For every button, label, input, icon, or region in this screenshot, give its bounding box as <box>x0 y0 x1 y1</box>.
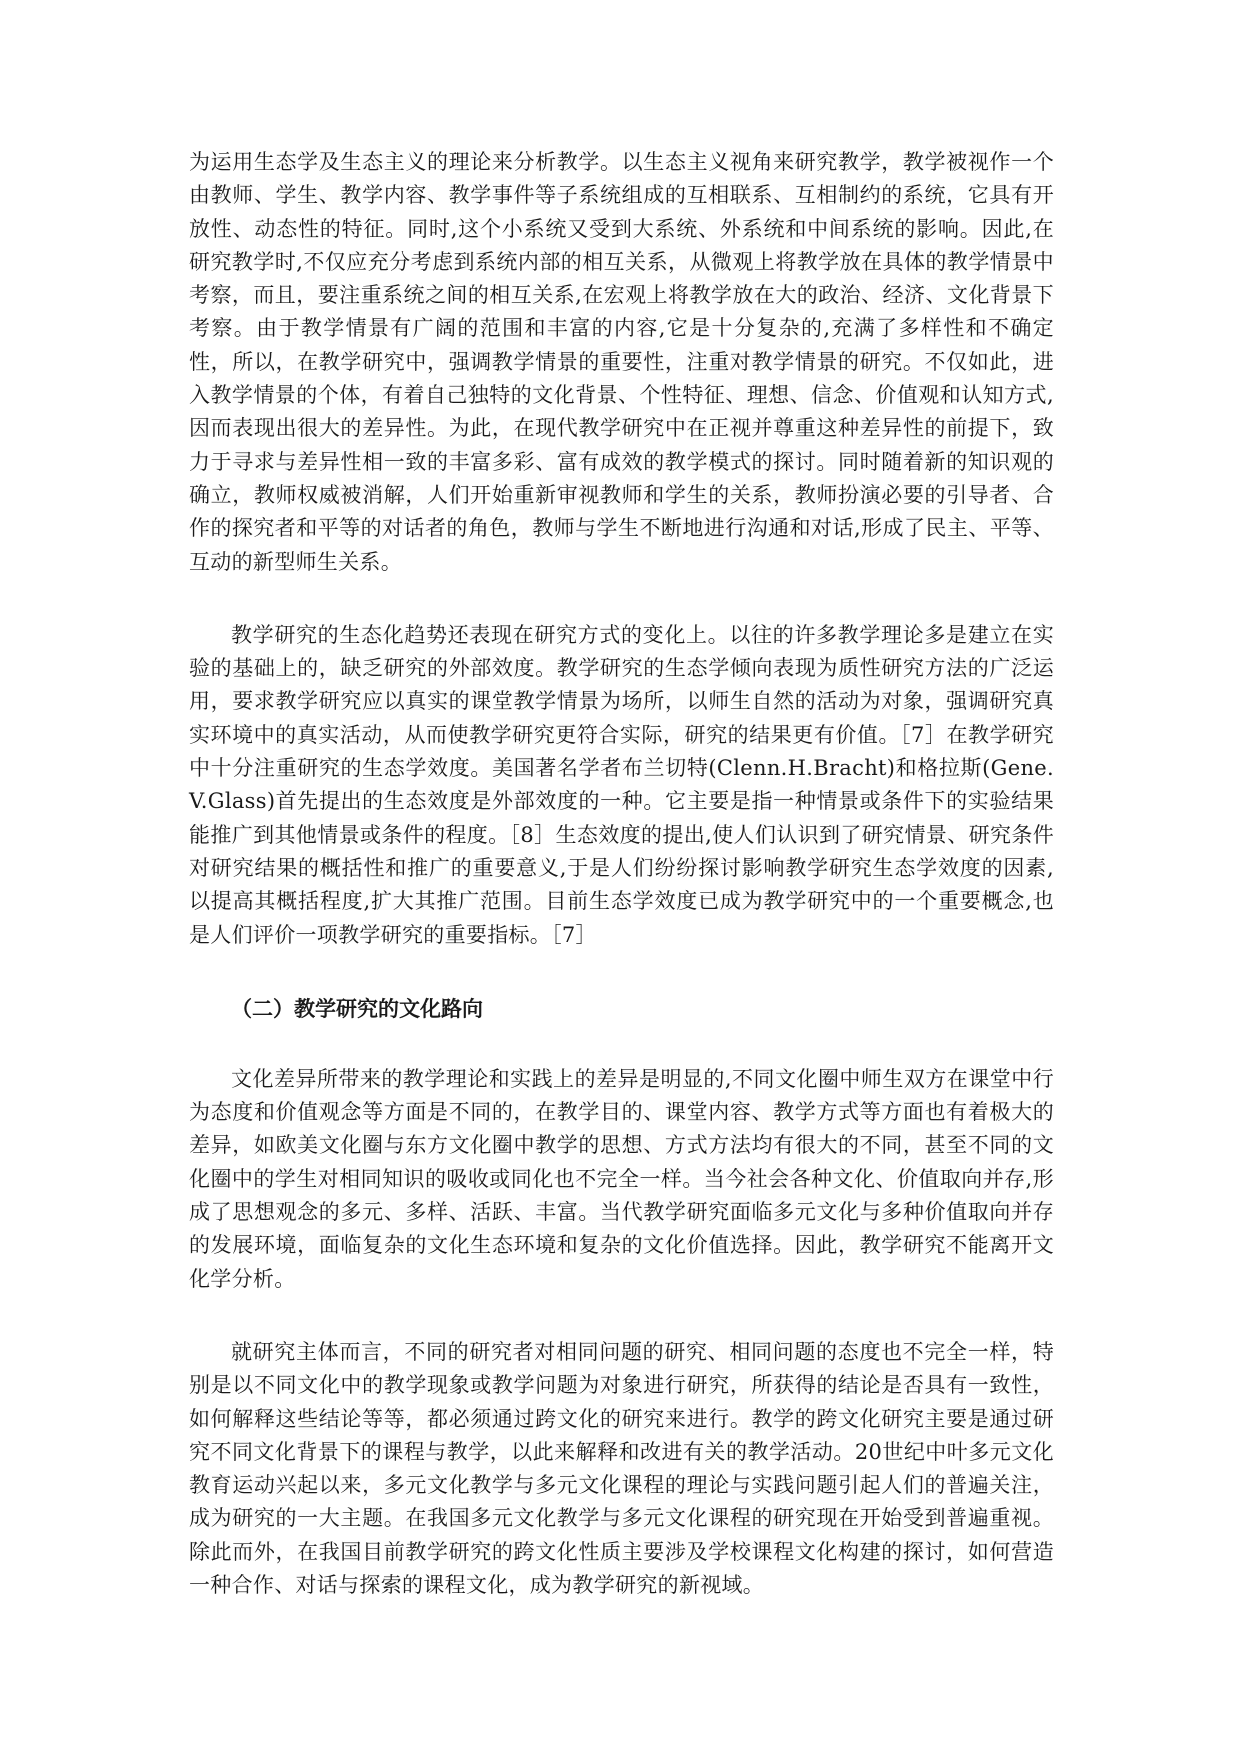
body-paragraph-1: 为运用生态学及生态主义的理论来分析教学。以生态主义视角来研究教学，教学被视作一个由教师、学生、教学内容、教学事件等子系统组成的互相联系、互相制约的系统，它具有开放性、动态性的特征。同时,这个小系统又受到大系统、外系统和中间系统的影响。因此,在研究教学时,不仅应充分考虑到系统内部的相互关系，从微观上将教学放在具体的教学情景中考察，而且，要注重系统之间的相互关系,在宏观上将教学放在大的政治、经济、文化背景下考察。由于教学情景有广阔的范围和丰富的内容,它是十分复杂的,充满了多样性和不确定性，所以，在教学研究中，强调教学情景的重要性，注重对教学情景的研究。不仅如此，进入教学情景的个体，有着自己独特的文化背景、个性特征、理想、信念、价值观和认知方式,因而表现出很大的差异性。为此，在现代教学研究中在正视并尊重这种差异性的前提下，致力于寻求与差异性相一致的丰富多彩、富有成效的教学模式的探讨。同时随着新的知识观的确立，教师权威被消解，人们开始重新审视教师和学生的关系，教师扮演必要的引导者、合作的探究者和平等的对话者的角色，教师与学生不断地进行沟通和对话,形成了民主、平等、互动的新型师生关系。 <box>189 150 1054 574</box>
body-paragraph-4: 就研究主体而言，不同的研究者对相同问题的研究、相同问题的态度也不完全一样，特别是以不同文化中的教学现象或教学问题为对象进行研究，所获得的结论是否具有一致性，如何解释这些结论等等，都必须通过跨文化的研究来进行。教学的跨文化研究主要是通过研究不同文化背景下的课程与教学，以此来解释和改进有关的教学活动。20世纪中叶多元文化教育运动兴起以来，多元文化教学与多元文化课程的理论与实践问题引起人们的普遍关注，成为研究的一大主题。在我国多元文化教学与多元文化课程的研究现在开始受到普遍重视。除此而外，在我国目前教学研究的跨文化性质主要涉及学校课程文化构建的探讨，如何营造一种合作、对话与探索的课程文化，成为教学研究的新视域。 <box>189 1339 1054 1597</box>
section-heading: （二）教学研究的文化路向 <box>231 995 483 1021</box>
body-paragraph-3: 文化差异所带来的教学理论和实践上的差异是明显的,不同文化圈中师生双方在课堂中行为态度和价值观念等方面是不同的，在教学目的、课堂内容、教学方式等方面也有着极大的差异，如欧美文化圈与东方文化圈中教学的思想、方式方法均有很大的不同，甚至不同的文化圈中的学生对相同知识的吸收或同化也不完全一样。当今社会各种文化、价值取向并存,形成了思想观念的多元、多样、活跃、丰富。当代教学研究面临多元文化与多种价值取向并存的发展环境，面临复杂的文化生态环境和复杂的文化价值选择。因此，教学研究不能离开文化学分析。 <box>189 1066 1054 1291</box>
document-page <box>189 146 1054 1602</box>
body-paragraph-2: 教学研究的生态化趋势还表现在研究方式的变化上。以往的许多教学理论多是建立在实验的基础上的，缺乏研究的外部效度。教学研究的生态学倾向表现为质性研究方法的广泛运用，要求教学研究应以真实的课堂教学情景为场所，以师生自然的活动为对象，强调研究真实环境中的真实活动，从而使教学研究更符合实际，研究的结果更有价值。［7］在教学研究中十分注重研究的生态学效度。美国著名学者布兰切特(Clenn.H.Bracht)和格拉斯(Gene.V.Glass)首先提出的生态效度是外部效度的一种。它主要是指一种情景或条件下的实验结果能推广到其他情景或条件的程度。［8］生态效度的提出,使人们认识到了研究情景、研究条件对研究结果的概括性和推广的重要意义,于是人们纷纷探讨影响教学研究生态学效度的因素,以提高其概括程度,扩大其推广范围。目前生态学效度已成为教学研究中的一个重要概念,也是人们评价一项教学研究的重要指标。［7］ <box>189 622 1054 947</box>
